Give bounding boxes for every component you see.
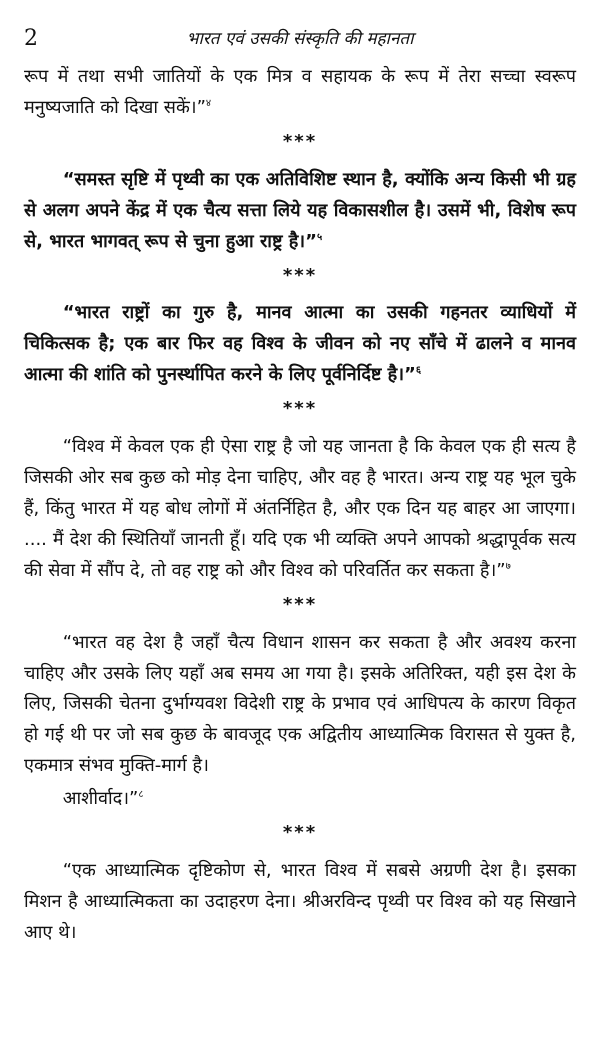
paragraph-text: आशीर्वाद।”: [62, 788, 139, 810]
quote-paragraph: [24, 856, 576, 949]
paragraph-text: “विश्व में केवल एक ही ऐसा राष्ट्र है जो यह जानता है कि केवल एक ही सत्य है जिसकी ओर सब कुछ को मोड़ देना चाहिए, और वह है भारत। अन्य राष्ट्र यह भूल चुके हैं, किंतु भारत में यह बोध लोगों में अंतर्निहित है, और एक दिन यह बाहर आ जाएगा। .... मैं देश की स्थितियाँ जानती हूँ। यदि एक भी व्यक्ति अपने आपको श्रद्धापूर्वक सत्य की सेवा में सौंप दे, तो वह राष्ट्र को और विश्व को परिवर्तित कर सकता है।”: [24, 436, 576, 581]
section-separator: ***: [282, 398, 318, 420]
footnote-marker: ४: [205, 97, 212, 109]
running-title: भारत एवं उसकी संस्कृति की महानता: [186, 29, 414, 49]
paragraph-text: “समस्त सृष्टि में पृथ्वी का एक अतिविशिष्ट स्थान है, क्योंकि अन्य किसी भी ग्रह से अलग अपने केंद्र में एक चैत्य सत्ता लिये यह विकासशील है। उसमें भी, विशेष रूप से, भारत भागवत् रूप से चुना हुआ राष्ट्र है।”: [24, 168, 576, 252]
footnote-marker: ६: [415, 365, 422, 377]
paragraph-text: “भारत वह देश है जहाँ चैत्य विधान शासन कर सकता है और अवश्य करना चाहिए और उसके लिए यहाँ अब समय आ गया है। इसके अतिरिक्त, यही इस देश के लिए, जिसकी चेतना दुर्भाग्यवश विदेशी राष्ट्र के प्रभाव एवं आधिपत्य के कारण विकृत हो गई थी पर जो सब कुछ के बावजूद एक अद्वितीय आध्यात्मिक विरासत से युक्त है, एकमात्र संभव मुक्ति-मार्ग है।: [24, 631, 576, 777]
paragraph-text: रूप में तथा सभी जातियों के एक मित्र व सहायक के रूप में तेरा सच्चा स्वरूप मनुष्यजाति को दिखा सकें।”: [24, 66, 576, 118]
footnote-marker: ७: [505, 560, 511, 572]
footnote-marker: ५: [316, 231, 323, 243]
quote-paragraph: [24, 628, 576, 783]
paragraph-continuation: [24, 62, 576, 124]
quote-paragraph: [24, 165, 576, 258]
section-separator: ***: [282, 822, 318, 844]
paragraph-text: “एक आध्यात्मिक दृष्टिकोण से, भारत विश्व में सबसे अग्रणी देश है। इसका मिशन है आध्यात्मिकता का उदाहरण देना। श्रीअरविन्द पृथ्वी पर विश्व को यह सिखाने आए थे।: [24, 860, 576, 943]
blessing-line: [24, 784, 576, 815]
section-separator: ***: [282, 130, 318, 152]
quote-paragraph: [24, 432, 576, 587]
section-separator: ***: [282, 264, 318, 286]
section-separator: ***: [282, 593, 318, 615]
footnote-marker: ८: [138, 789, 144, 801]
page-header: [24, 28, 576, 62]
page-content: [24, 62, 576, 949]
page-number: 2: [24, 26, 38, 51]
quote-paragraph: [24, 298, 576, 391]
paragraph-text: “भारत राष्ट्रों का गुरु है, मानव आत्मा का उसकी गहनतर व्याधियों में चिकित्सक है; एक बार फिर वह विश्व के जीवन को नए साँचे में ढालने व मानव आत्मा की शांति को पुनर्स्थापित करने के लिए पूर्वनिर्दिष्ट है।”: [24, 302, 576, 386]
